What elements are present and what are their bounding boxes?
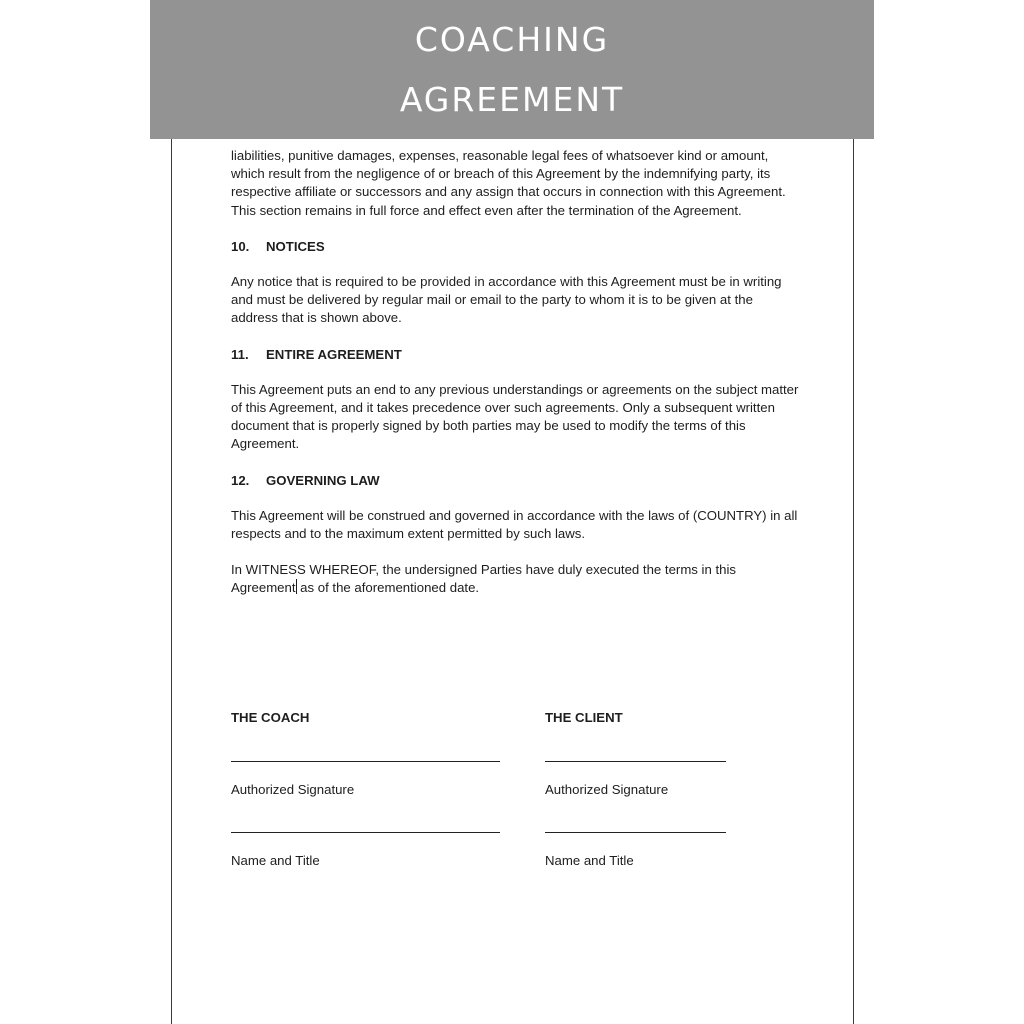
section-text-entire-agreement: This Agreement puts an end to any previous understandings or agreements on the subject matter of this Agreement, and it takes precedence over such agreements. Only a subsequent written document that is properly signed by both parties may be used to modify the terms of this Agreement. [231,381,799,452]
section-text-governing-law: This Agreement will be construed and governed in accordance with the laws of (COUNTRY) in all respects and to the maximum extent permitted by such laws. [231,507,798,542]
coach-signature-label: Authorized Signature [231,782,355,797]
section-number: 11. [231,346,249,362]
agreement-body [231,147,799,616]
section-heading-notices [231,238,799,256]
section-title: GOVERNING LAW [266,472,380,488]
client-signature-label: Authorized Signature [545,782,669,797]
witness-text-start: In WITNESS WHEREOF, the undersigned Parties have duly executed the terms in this Agreement [231,562,737,596]
client-title: THE CLIENT [545,710,623,725]
client-name-label: Name and Title [545,853,634,868]
section-heading-governing-law [231,472,799,490]
section-heading-entire-agreement [231,346,799,364]
coach-name-line [231,832,500,833]
coach-title: THE COACH [231,710,310,725]
section-number: 12. [231,472,250,488]
client-name-line [545,832,726,833]
witness-text-end: as of the aforementioned date. [296,580,480,596]
coach-name-label: Name and Title [231,853,320,868]
section-title: ENTIRE AGREEMENT [266,346,402,362]
section-number: 10. [231,238,250,254]
banner-title-line-1: COACHING [414,19,610,59]
banner-title-line-2: AGREEMENT [399,79,625,119]
section-text-notices: Any notice that is required to be provided in accordance with this Agreement must be in writing and must be delivered by regular mail or email to the party to whom it is to be given at the address that is shown above. [231,274,782,326]
section-title: NOTICES [266,238,325,254]
intro-paragraph: liabilities, punitive damages, expenses, reasonable legal fees of whatsoever kind or amount, which result from the negligence of or breach of this Agreement by the indemnifying party, its respective affiliate or successors and any assign that occurs in connection with this Agreement. This section remains in full force and effect even after the termination of the Agreement. [231,148,786,218]
client-signature-line [545,761,726,762]
coach-signature-line [231,761,500,762]
title-banner [150,0,874,139]
witness-paragraph[interactable] [231,561,799,597]
